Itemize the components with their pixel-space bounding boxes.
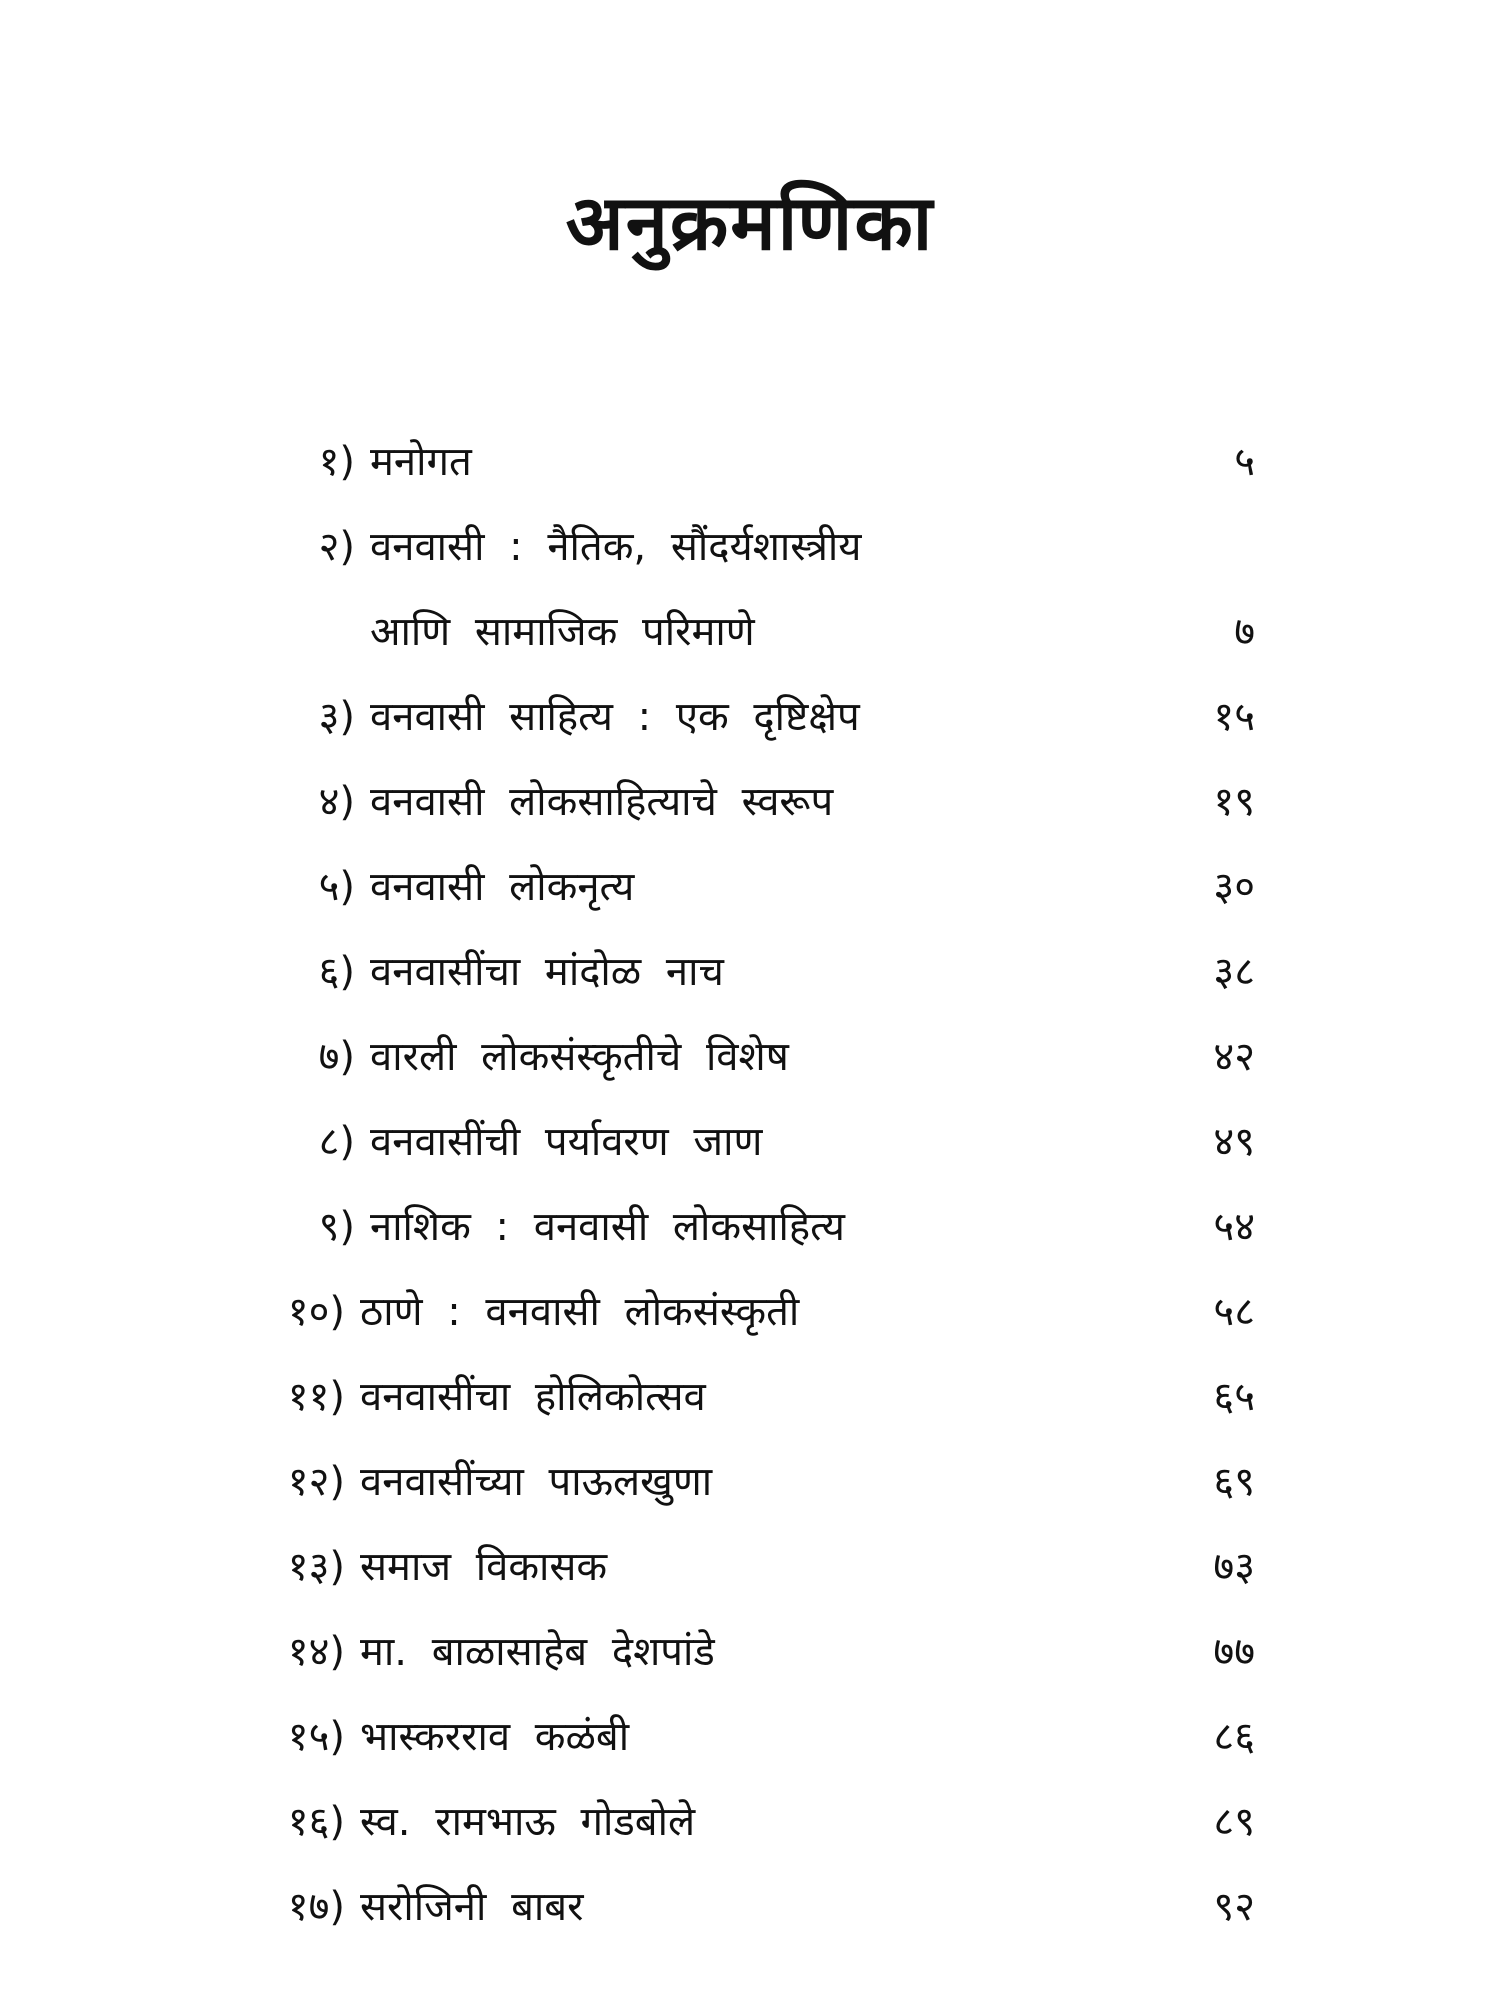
- entry-number: ८): [318, 1119, 355, 1165]
- toc-entry-continuation: [245, 590, 1255, 675]
- entry-page-number: ६५: [1213, 1374, 1255, 1420]
- entry-number: २): [318, 524, 355, 570]
- entry-title: वनवासी लोकनृत्य: [370, 864, 635, 910]
- entry-number: १६): [287, 1799, 345, 1845]
- entry-page-number: ५: [1234, 439, 1255, 485]
- entry-title: वनवासी साहित्य : एक दृष्टिक्षेप: [370, 694, 860, 740]
- toc-entry: [245, 1185, 1255, 1270]
- toc-entry: [245, 1695, 1255, 1780]
- entry-title: वनवासींची पर्यावरण जाण: [370, 1119, 763, 1165]
- toc-entry: [245, 1610, 1255, 1695]
- toc-entry: [245, 1100, 1255, 1185]
- entry-page-number: १५: [1213, 694, 1255, 740]
- entry-number: १५): [287, 1714, 345, 1760]
- entry-title: समाज विकासक: [360, 1544, 608, 1590]
- entry-title: ठाणे : वनवासी लोकसंस्कृती: [360, 1289, 800, 1335]
- entry-number: ६): [318, 949, 355, 995]
- entry-title: वनवासी : नैतिक, सौंदर्यशास्त्रीय: [370, 524, 862, 570]
- toc-entry: [245, 675, 1255, 760]
- entry-number: ९): [318, 1204, 355, 1250]
- entry-page-number: ७: [1234, 609, 1255, 655]
- table-of-contents: [245, 420, 1255, 1950]
- page-title: अनुक्रमणिका: [565, 178, 935, 267]
- entry-page-number: ७३: [1213, 1544, 1255, 1590]
- entry-page-number: ५४: [1213, 1204, 1255, 1250]
- entry-page-number: ३०: [1213, 864, 1255, 910]
- entry-title: वनवासींचा होलिकोत्सव: [360, 1374, 706, 1420]
- entry-title: वारली लोकसंस्कृतीचे विशेष: [370, 1034, 789, 1080]
- entry-title: भास्करराव कळंबी: [360, 1714, 630, 1760]
- entry-page-number: ६९: [1213, 1459, 1255, 1505]
- toc-entry: [245, 1525, 1255, 1610]
- entry-page-number: ४९: [1213, 1119, 1255, 1165]
- entry-title: वनवासी लोकसाहित्याचे स्वरूप: [370, 779, 834, 825]
- entry-page-number: ९२: [1213, 1884, 1255, 1930]
- entry-number: १७): [287, 1884, 345, 1930]
- toc-entry: [245, 930, 1255, 1015]
- entry-number: १३): [287, 1544, 345, 1590]
- entry-title: वनवासींचा मांदोळ नाच: [370, 949, 724, 995]
- entry-number: ४): [318, 779, 355, 825]
- toc-entry: [245, 420, 1255, 505]
- entry-number: ५): [318, 864, 355, 910]
- toc-entry: [245, 845, 1255, 930]
- entry-page-number: ३८: [1213, 949, 1255, 995]
- entry-number: ३): [318, 694, 355, 740]
- entry-page-number: ८९: [1213, 1799, 1255, 1845]
- entry-page-number: ४२: [1213, 1034, 1255, 1080]
- entry-title: नाशिक : वनवासी लोकसाहित्य: [370, 1204, 845, 1250]
- entry-title: वनवासींच्या पाऊलखुणा: [360, 1459, 713, 1505]
- entry-title: स्व. रामभाऊ गोडबोले: [360, 1799, 696, 1845]
- toc-entry: [245, 1780, 1255, 1865]
- toc-entry: [245, 505, 1255, 590]
- entry-title: मनोगत: [370, 439, 472, 485]
- entry-title: आणि सामाजिक परिमाणे: [370, 609, 755, 655]
- toc-entry: [245, 1355, 1255, 1440]
- entry-number: १): [318, 439, 355, 485]
- entry-number: १०): [287, 1289, 345, 1335]
- toc-entry: [245, 1015, 1255, 1100]
- entry-title: मा. बाळासाहेब देशपांडे: [360, 1629, 715, 1675]
- entry-title: सरोजिनी बाबर: [360, 1884, 584, 1930]
- toc-entry: [245, 1865, 1255, 1950]
- entry-page-number: ८६: [1213, 1714, 1255, 1760]
- entry-number: ११): [287, 1374, 345, 1420]
- entry-page-number: १९: [1213, 779, 1255, 825]
- entry-number: १४): [287, 1629, 345, 1675]
- entry-number: १२): [287, 1459, 345, 1505]
- toc-entry: [245, 760, 1255, 845]
- entry-page-number: ५८: [1213, 1289, 1255, 1335]
- entry-page-number: ७७: [1213, 1629, 1255, 1675]
- toc-entry: [245, 1270, 1255, 1355]
- entry-number: ७): [318, 1034, 355, 1080]
- toc-entry: [245, 1440, 1255, 1525]
